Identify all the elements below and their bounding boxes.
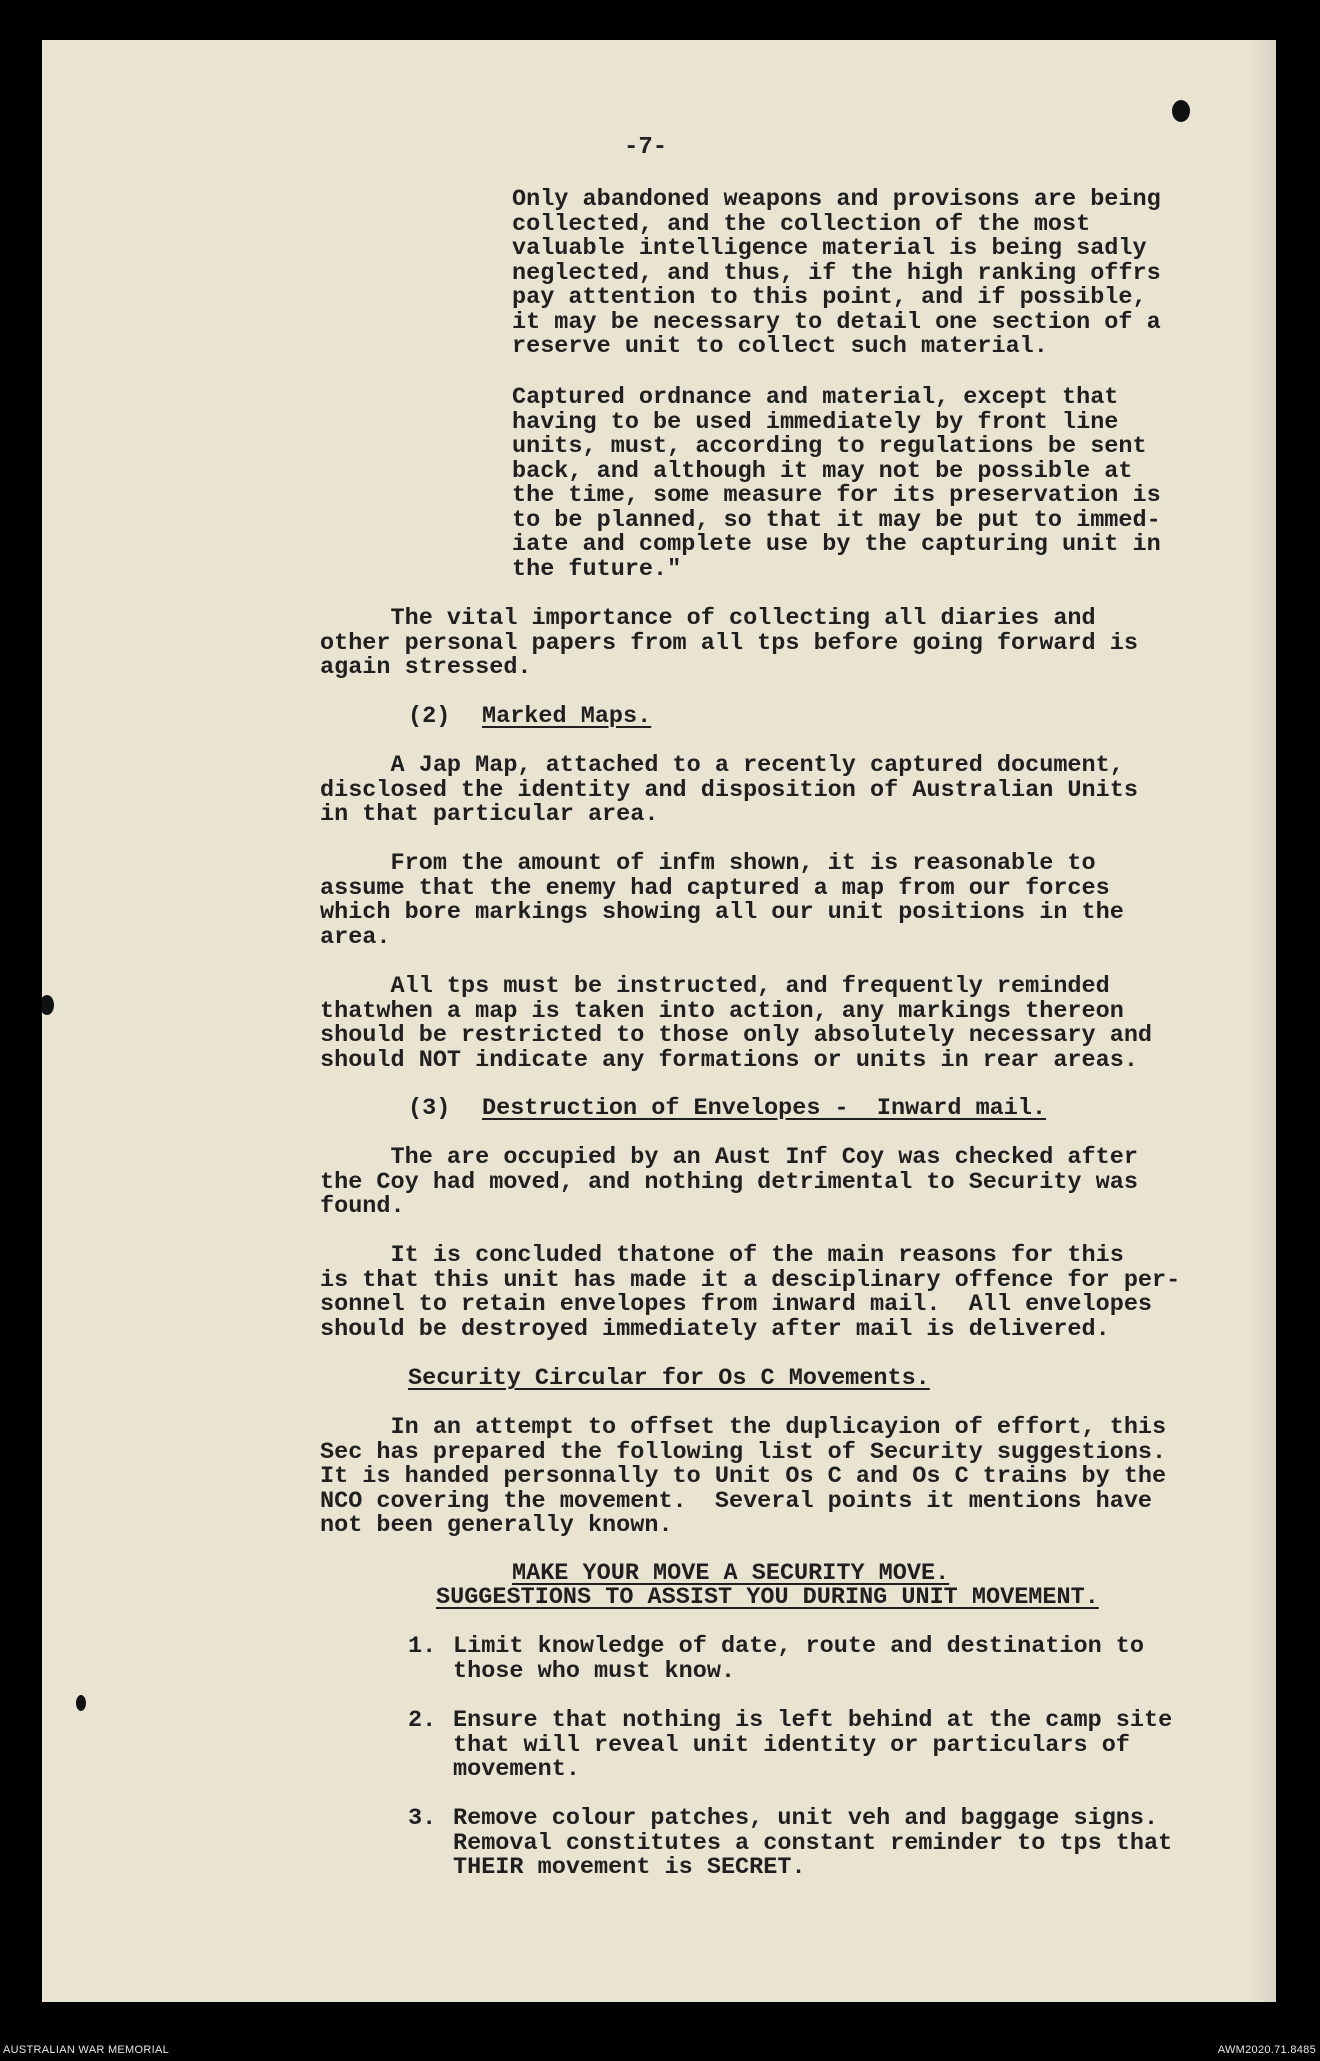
security-move-heading: MAKE YOUR MOVE A SECURITY MOVE.	[512, 1560, 950, 1587]
diaries-paragraph: The vital importance of collecting all diaries and other personal papers from all tps before going forward is again stressed.	[320, 605, 1138, 681]
section-3-paragraph-1: The are occupied by an Aust Inf Coy was checked after the Coy had moved, and nothing detrimental to Security was found.	[320, 1144, 1138, 1220]
footer-accession-number: AWM2020.71.8485	[1217, 2044, 1316, 2056]
page-number: -7-	[624, 134, 668, 161]
document-page	[42, 40, 1276, 2002]
list-item-number: 3.	[408, 1805, 437, 1832]
section-3-title: Destruction of Envelopes - Inward mail.	[482, 1095, 1047, 1122]
list-item-text: Limit knowledge of date, route and destination to those who must know.	[453, 1633, 1145, 1685]
list-item-number: 2.	[408, 1707, 437, 1734]
section-2-number: (2)	[408, 703, 451, 730]
section-2-title: Marked Maps.	[482, 703, 652, 730]
circular-title: Security Circular for Os C Movements.	[408, 1365, 930, 1392]
quote-paragraph-1: Only abandoned weapons and provisons are being collected, and the collection of the most valuable intelligence material is being sadly neglected, and thus, if the high ranking offrs pay attention to this point, and if possible, it may be necessary to detail one section of a reserve unit to collect such material.	[512, 186, 1161, 360]
list-item-text: Remove colour patches, unit veh and baggage signs. Removal constitutes a constant reminder to tps that THEIR movement is SECRET.	[453, 1805, 1173, 1881]
archive-footer	[0, 2041, 1320, 2061]
section-2-paragraph-1: A Jap Map, attached to a recently captured document, disclosed the identity and disposition of Australian Units in that particular area.	[320, 752, 1138, 828]
suggestions-heading: SUGGESTIONS TO ASSIST YOU DURING UNIT MOVEMENT.	[436, 1584, 1099, 1611]
footer-institution: AUSTRALIAN WAR MEMORIAL	[3, 2044, 170, 2056]
ink-blot	[76, 1695, 86, 1711]
ink-blot	[1172, 100, 1190, 122]
list-item-number: 1.	[408, 1633, 437, 1660]
section-3-number: (3)	[408, 1095, 451, 1122]
list-item-text: Ensure that nothing is left behind at the camp site that will reveal unit identity or particulars of movement.	[453, 1707, 1173, 1783]
section-2-paragraph-2: From the amount of infm shown, it is reasonable to assume that the enemy had captured a map from our forces which bore markings showing all our unit positions in the area.	[320, 850, 1124, 951]
section-3-paragraph-2: It is concluded thatone of the main reasons for this is that this unit has made it a desciplinary offence for per- sonnel to retain envelopes from inward mail. All envelopes should be destroyed immediately after mail is delivered.	[320, 1242, 1181, 1343]
circular-paragraph: In an attempt to offset the duplicayion of effort, this Sec has prepared the following list of Security suggestions. It is handed personnally to Unit Os C and Os C trains by the NCO covering the movement. Several points it mentions have not been generally known.	[320, 1414, 1167, 1539]
quote-paragraph-2: Captured ordnance and material, except that having to be used immediately by front line units, must, according to regulations be sent back, and although it may not be possible at the time, some measure for its preservation is to be planned, so that it may be put to immed- iate and complete use by the capturing unit in the future."	[512, 384, 1161, 583]
ink-blot	[42, 995, 54, 1015]
section-2-paragraph-3: All tps must be instructed, and frequently reminded thatwhen a map is taken into action, any markings thereon should be restricted to those only absolutely necessary and should NOT indicate any formations or units in rear areas.	[320, 973, 1153, 1074]
